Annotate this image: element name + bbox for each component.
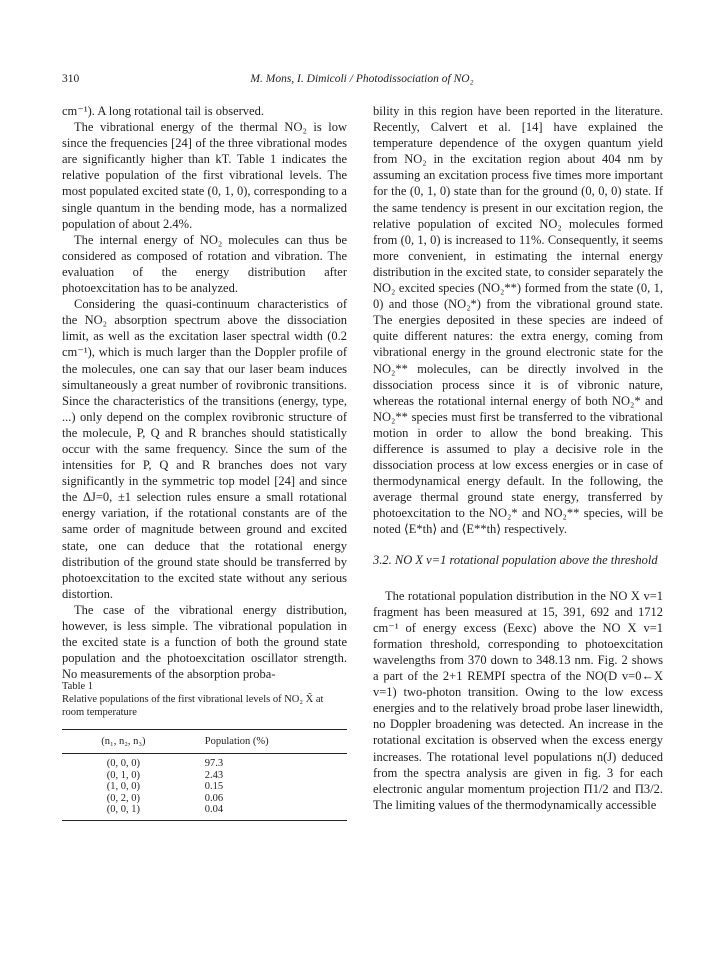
section-heading: 3.2. NO X v=1 rotational population above the threshold [373, 552, 658, 567]
table-header-levels: (n₁, n₂, n₃) [62, 730, 199, 754]
table-row [62, 781, 347, 793]
table-cell: (1, 0, 0) [106, 781, 141, 792]
table-cell: 0.04 [199, 804, 347, 820]
paragraph: Considering the quasi-continuum characteristics of the NO₂ absorption spectrum above the dissociation limit, as well as the excitation laser spectral width (0.2 cm⁻¹), which is much larger than the Doppler profile of the molecules, one can say that our laser beam induces simultaneously a great number of rovibronic transitions. Since the characteristics of the transitions (energy, type, ...) only depend on the complex rovibronic structure of the molecule, P, Q and R branches should statistically occur with the same frequency. Since the sum of the intensities for P, Q and R branches does not vary significantly in the symmetric top model [24] and since the ΔJ=0, ±1 selection rules ensure a small rotational energy variation, if the rotational constants are of the same order of magnitude between ground and excited state, one can deduce that the rotational energy distribution of the ground state should be transferred by photoexcitation to the excited state without any serious distortion. [62, 297, 347, 601]
table-cell: (0, 0, 1) [62, 804, 199, 820]
running-title: M. Mons, I. Dimicoli / Photodissociation of NO₂ [250, 73, 474, 85]
paragraph: The internal energy of NO₂ molecules can thus be considered as composed of rotation and vibration. The evaluation of the energy distribution after photoexcitation has to be analyzed. [62, 232, 347, 296]
table-row [62, 754, 347, 770]
table-cell: (0, 2, 0) [106, 792, 141, 804]
paragraph: bility in this region have been reported in the literature. Recently, Calvert et al. [14] have explained the temperature dependence of the oxygen quantum yield from NO₂ in the excitation region about 404 nm by assuming an excitation process five times more important for the (0, 1, 0) state than for the ground (0, 0, 0) state. If the same tendency is present in our excitation region, the relative population of excited NO₂ molecules formed from (0, 1, 0) is increased to 11%. Consequently, it seems more convenient, in estimating the internal energy distribution in the excited state, to consider separately the NO₂ excited species (NO₂**) formed from the state (0, 1, 0) and those (NO₂*) from the vibrational ground state. The energies deposited in these species are indeed of quite different natures: the extra energy, coming from vibrational energy in the ground electronic state for the NO₂** molecules, can be directly involved in the dissociation process since it is of vibronic nature, whereas the rotational internal energy of both NO₂* and NO₂** species must first be transferred to the vibrational motion in order to allow the bond breaking. This difference is assumed to play a decisive role in the dissociation process at low excess energies or in case of thermodynamical energy default. In the following, the average thermal ground state energy, transferred by photoexcitation to the NO₂* and NO₂** species, will be noted ⟨E*th⟩ and ⟨E**th⟩ respectively. [373, 104, 663, 537]
paragraph: cm⁻¹). A long rotational tail is observed. [62, 104, 264, 118]
page-header [62, 73, 662, 89]
table-cell: 97.3 [204, 758, 224, 769]
paragraph: The vibrational energy of the thermal NO₂ is low since the frequencies [24] of the three vibrational modes are significantly higher than kT. Table 1 indicates the relative population of the first vibrational levels. The most populated excited state (0, 1, 0), corresponding to a single quantum in the bending mode, has a normalized population of about 2.4%. [62, 120, 347, 231]
table-cell: 0.06 [204, 792, 224, 804]
table-row [62, 770, 347, 782]
table-cell: (0, 1, 0) [106, 769, 141, 781]
table-label: Table 1 [62, 681, 94, 692]
table-cell: 0.15 [204, 781, 224, 792]
table-row [62, 804, 347, 820]
paragraph: The case of the vibrational energy distribution, however, is less simple. The vibrational population in the excited state is a function of both the ground state population and the photoexcitation oscillator strength. No measurements of the absorption proba- [62, 602, 347, 682]
table-cell: (0, 0, 0) [106, 758, 141, 769]
table-cell: 2.43 [204, 769, 224, 781]
table-1 [62, 680, 347, 821]
left-column [62, 103, 347, 682]
paragraph: The rotational population distribution in the NO X v=1 fragment has been measured at 15, 391, 692 and 1712 cm⁻¹ of energy excess (Eexc) above the NO X v=1 formation threshold, corresponding to photoexcitation wavelengths from 370 down to 348.13 nm. Fig. 2 shows a part of the 2+1 REMPI spectra of the NO(D v=0←X v=1) two-photon transition. Owing to the low excess energies and to the relatively broad probe laser linewidth, no Doppler broadening was detected. An increase in the rotational excitation is observed when the excess energy increases. The rotational level populations n(J) deduced from the spectra analysis are given in fig. 3 for each electronic angular momentum projection Π1/2 and Π3/2. The limiting values of the thermodynamically accessible [373, 588, 663, 812]
right-column [373, 103, 663, 813]
table-caption: Relative populations of the first vibrational levels of NO₂ X̃ at room temperature [62, 694, 324, 718]
table-row [62, 793, 347, 805]
table-header-population: Population (%) [199, 730, 347, 754]
population-table [62, 729, 347, 821]
page-number: 310 [62, 73, 80, 85]
